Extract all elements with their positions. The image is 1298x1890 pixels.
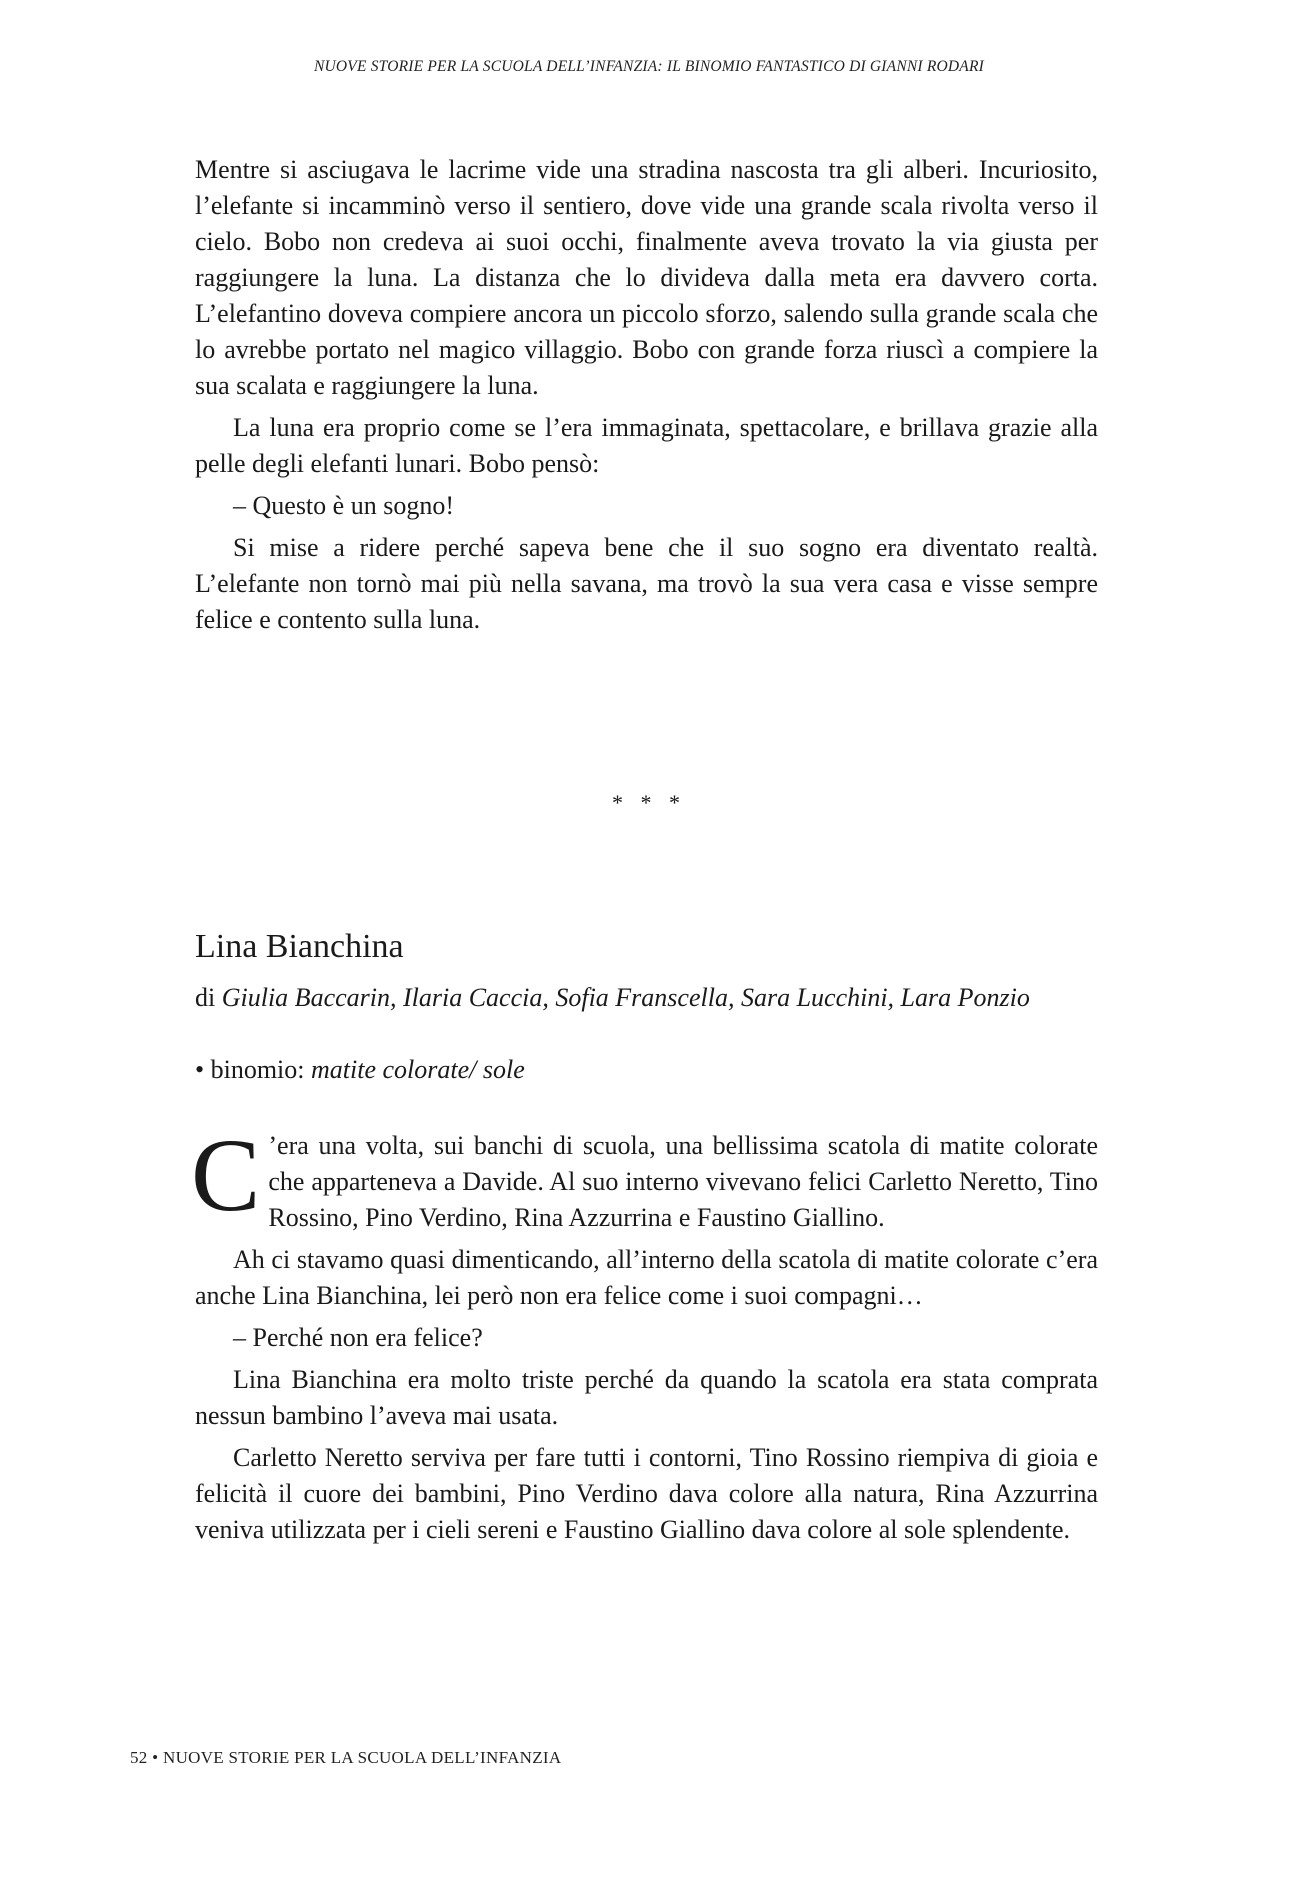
story-bobo-continuation — [195, 152, 1098, 638]
opening-paragraph — [191, 1118, 1098, 1236]
binomio-label: • binomio: — [195, 1055, 305, 1084]
running-head: NUOVE STORIE PER LA SCUOLA DELL’INFANZIA: IL BINOMIO FANTASTICO DI GIANNI RODARI — [313, 58, 985, 75]
story-lina-bianchina — [191, 1118, 1098, 1548]
drop-cap: C — [191, 1118, 261, 1233]
story-title: Lina Bianchina — [195, 928, 404, 965]
footer-title: NUOVE STORIE PER LA SCUOLA DELL’INFANZIA — [163, 1748, 562, 1767]
paragraph: Carletto Neretto serviva per fare tutti i contorni, Tino Rossino riempiva di gioia e felicità il cuore dei bambini, Pino Verdino dava colore alla natura, Rina Azzurrina veniva utilizzata per i cieli sereni e Faustino Giallino dava colore al sole splendente. — [195, 1443, 1098, 1544]
authors: Giulia Baccarin, Ilaria Caccia, Sofia Franscella, Sara Lucchini, Lara Ponzio — [221, 983, 1030, 1012]
binomio-words: matite colorate/ sole — [311, 1055, 525, 1084]
paragraph: Lina Bianchina era molto triste perché da quando la scatola era stata comprata nessun bambino l’aveva mai usata. — [195, 1365, 1098, 1430]
dialogue-line: – Perché non era felice? — [233, 1323, 483, 1352]
byline-prefix: di — [195, 983, 216, 1012]
paragraph: Ah ci stavamo quasi dimenticando, all’interno della scatola di matite colorate c’era anche Lina Bianchina, lei però non era felice come i suoi compagni… — [195, 1245, 1098, 1310]
paragraph: Mentre si asciugava le lacrime vide una stradina nascosta tra gli alberi. Incuriosito, l’elefante si incamminò verso il sentiero, dove vide una grande scala rivolta verso il cielo. Bobo non credeva ai suoi occhi, finalmente aveva trovato la via giusta per raggiungere la luna. La distanza che lo divideva dalla meta era davvero corta. L’elefantino doveva compiere ancora un piccolo sforzo, salendo sulla grande scala che lo avrebbe portato nel magico villaggio. Bobo con grande forza riuscì a compiere la sua scalata e raggiungere la luna. — [195, 155, 1098, 400]
section-separator: * * * — [612, 790, 686, 815]
binomio-line — [195, 1052, 525, 1087]
opening-paragraph-text: ’era una volta, sui banchi di scuola, una bellissima scatola di matite colorate che apparteneva a Davide. Al suo interno vivevano felici Carletto Neretto, Tino Rossino, Pino Verdino, Rina Azzurrina e Faustino Giallino. — [268, 1131, 1098, 1232]
paragraph: Si mise a ridere perché sapeva bene che il suo sogno era diventato realtà. L’elefante non tornò mai più nella savana, ma trovò la sua vera casa e visse sempre felice e contento sulla luna. — [195, 533, 1098, 634]
byline — [195, 980, 1098, 1015]
page-number: 52 — [130, 1748, 148, 1767]
page-footer — [130, 1748, 561, 1768]
paragraph: La luna era proprio come se l’era immaginata, spettacolare, e brillava grazie alla pelle degli elefanti lunari. Bobo pensò: — [195, 413, 1098, 478]
dialogue-line: – Questo è un sogno! — [233, 491, 454, 520]
footer-bullet: • — [152, 1748, 159, 1767]
